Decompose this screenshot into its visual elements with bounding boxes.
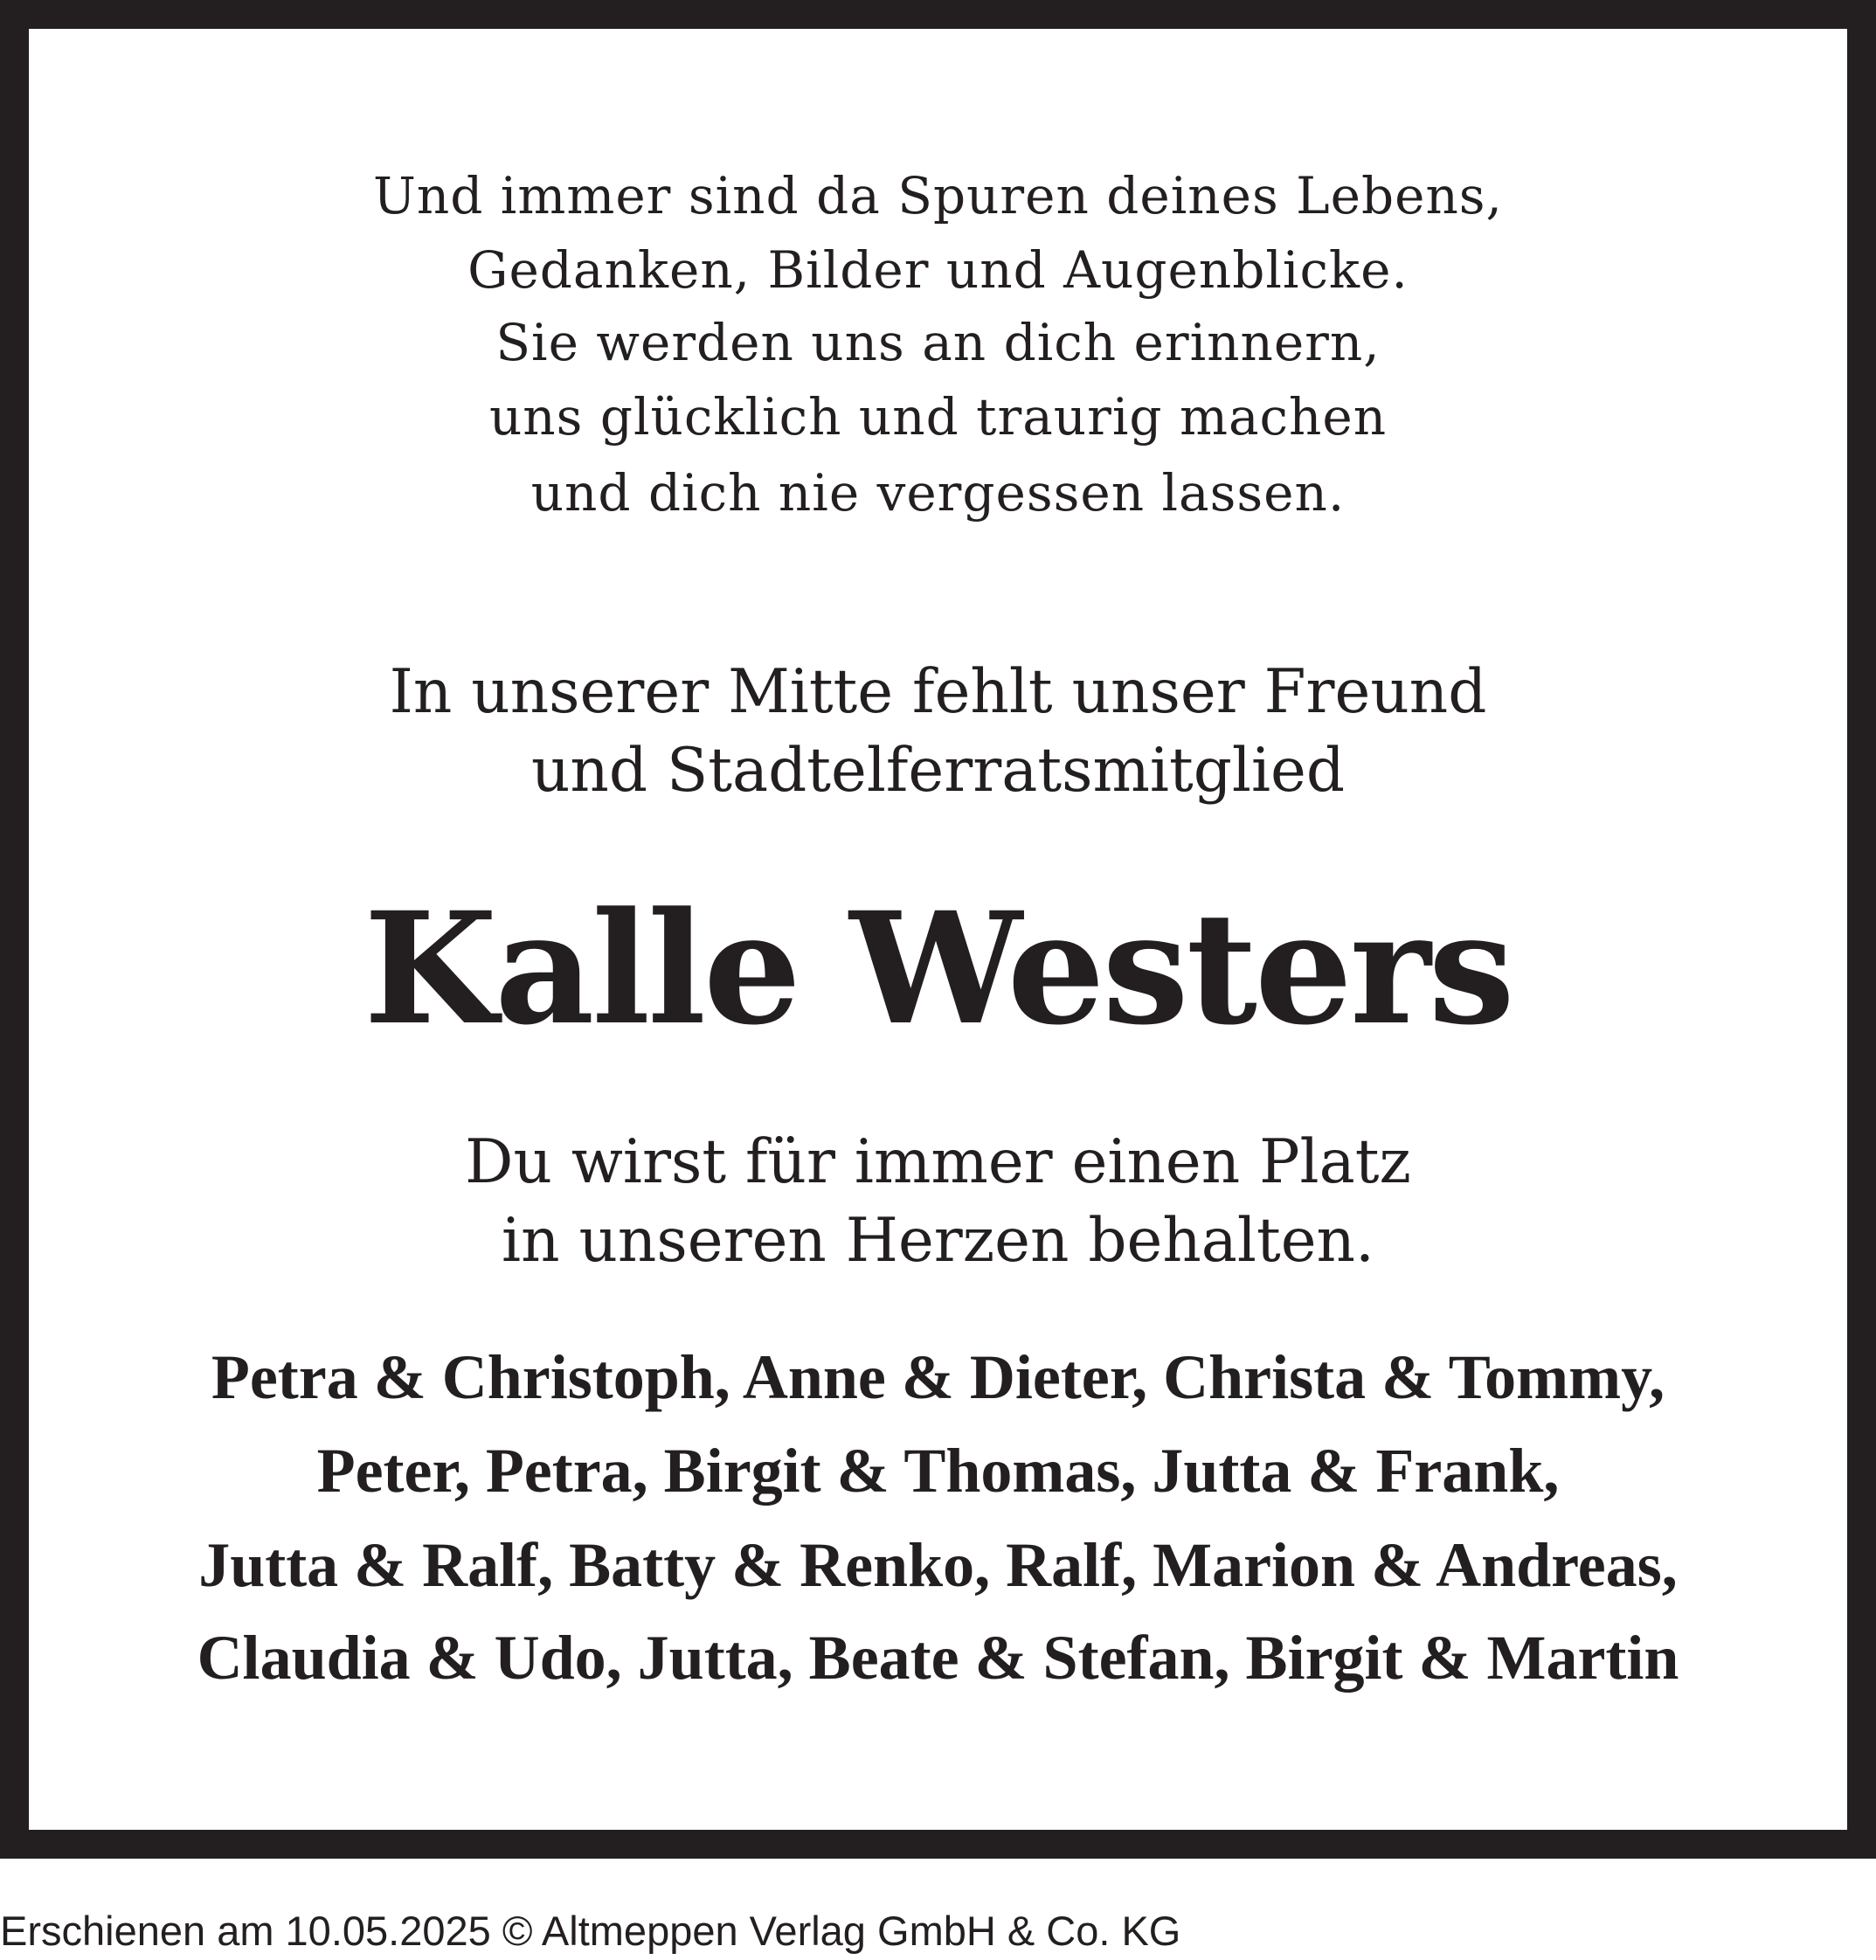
poem-line-5: und dich nie vergessen lassen. (530, 463, 1346, 523)
intro-line-2: und Stadtelferratsmitglied (530, 736, 1346, 806)
mourners-line-2: Peter, Petra, Birgit & Thomas, Jutta & Frank, (316, 1436, 1560, 1506)
poem-line-4: uns glücklich und traurig machen (488, 387, 1388, 447)
poem-line-2: Gedanken, Bilder und Augenblicke. (467, 240, 1409, 300)
poem-line-3: Sie werden uns an dich erinnern, (495, 313, 1381, 372)
mourners-line-1: Petra & Christoph, Anne & Dieter, Christa & Tommy, (211, 1342, 1665, 1412)
mourners-line-4: Claudia & Udo, Jutta, Beate & Stefan, Birgit & Martin (197, 1623, 1679, 1693)
poem-line-1: Und immer sind da Spuren deines Lebens, (373, 166, 1503, 225)
mourners-line-3: Jutta & Ralf, Batty & Renko, Ralf, Marion & Andreas, (198, 1530, 1678, 1600)
intro-line-1: In unserer Mitte fehlt unser Freund (389, 657, 1487, 727)
closing-line-1: Du wirst für immer einen Platz (465, 1127, 1411, 1197)
closing-line-2: in unseren Herzen behalten. (502, 1206, 1374, 1276)
publication-footer: Erschienen am 10.05.2025 © Altmeppen Verlag GmbH & Co. KG (0, 1908, 1181, 1954)
deceased-name: Kalle Westers (363, 878, 1513, 1059)
